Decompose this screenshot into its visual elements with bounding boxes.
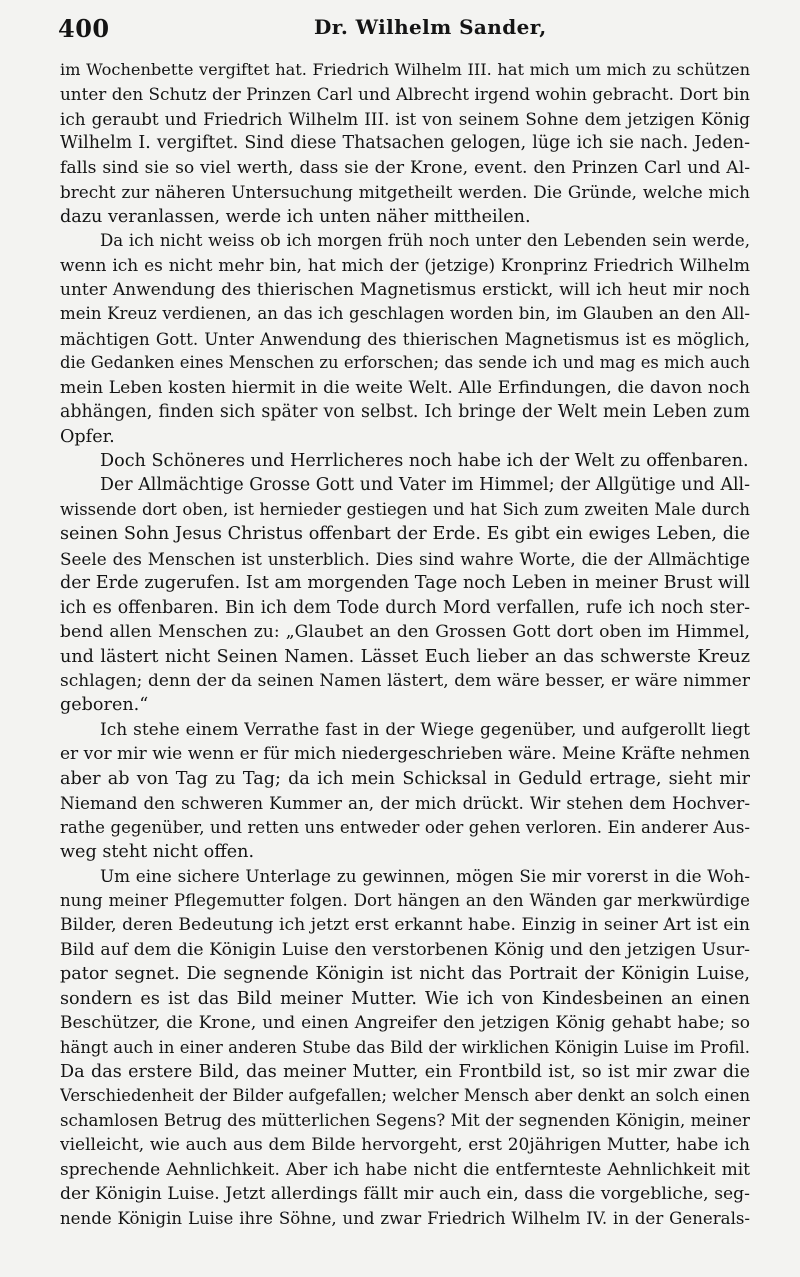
text-line: Bild auf dem die Königin Luise den verstorbenen König und den jetzigen Usur- (60, 939, 750, 960)
text-line: Bilder, deren Bedeutung ich jetzt erst erkannt habe. Einzig in seiner Art ist ein (60, 915, 750, 936)
text-line: sprechende Aehnlichkeit. Aber ich habe nicht die entfernteste Aehnlichkeit mit (60, 1159, 750, 1180)
text-line: schamlosen Betrug des mütterlichen Segens? Mit der segnenden Königin, meiner (60, 1110, 750, 1130)
text-line: Da das erstere Bild, das meiner Mutter, ein Frontbild ist, so ist mir zwar die (60, 1061, 750, 1082)
text-line: pator segnet. Die segnende Königin ist nicht das Portrait der Königin Luise, (60, 964, 750, 985)
text-line: hängt auch in einer anderen Stube das Bild der wirklichen Königin Luise im Profil. (60, 1037, 750, 1057)
text-line: Ich stehe einem Verrathe fast in der Wiege gegenüber, und aufgerollt liegt (100, 719, 750, 740)
text-line: der Königin Luise. Jetzt allerdings fällt mir auch ein, dass die vorgebliche, seg- (60, 1184, 750, 1205)
text-line: Der Allmächtige Grosse Gott und Vater im Himmel; der Allgütige und All- (100, 475, 750, 496)
text-line: im Wochenbette vergiftet hat. Friedrich Wilhelm III. hat mich um mich zu schützen (60, 60, 750, 79)
text-line: die Gedanken eines Menschen zu erforschen; das sende ich und mag es mich auch (60, 353, 750, 373)
text-line: unter den Schutz der Prinzen Carl und Albrecht irgend wohin gebracht. Dort bin (60, 84, 750, 105)
text-line: unter Anwendung des thierischen Magnetismus erstickt, will ich heut mir noch (60, 279, 750, 300)
text-line: abhängen, finden sich später von selbst. Ich bringe der Welt mein Leben zum (60, 402, 750, 423)
text-line: nende Königin Luise ihre Söhne, und zwar Friedrich Wilhelm IV. in der Generals- (60, 1208, 750, 1228)
page-header (58, 14, 758, 44)
text-line: Verschiedenheit der Bilder aufgefallen; welcher Mensch aber denkt an solch einen (60, 1086, 750, 1106)
text-line: aber ab von Tag zu Tag; da ich mein Schicksal in Geduld ertrage, sieht mir (60, 768, 750, 789)
text-line: seinen Sohn Jesus Christus offenbart der Erde. Es gibt ein ewiges Leben, die (60, 524, 750, 545)
text-line: weg steht nicht offen. (60, 842, 255, 862)
text-line: Um eine sichere Unterlage zu gewinnen, mögen Sie mir vorerst in die Woh- (100, 866, 750, 887)
text-line: wissende dort oben, ist hernieder gestiegen und hat Sich zum zweiten Male durch (60, 499, 750, 519)
text-line: dazu veranlassen, werde ich unten näher mittheilen. (60, 206, 531, 227)
text-line: rathe gegenüber, und retten uns entweder oder gehen verloren. Ein anderer Aus- (60, 817, 750, 837)
body-text (60, 58, 750, 1231)
text-line: falls sind sie so viel werth, dass sie der Krone, event. den Prinzen Carl und Al- (60, 157, 750, 178)
text-line: Wilhelm I. vergiftet. Sind diese Thatsachen gelogen, lüge ich sie nach. Jeden- (60, 133, 750, 154)
text-line: Niemand den schweren Kummer an, der mich drückt. Wir stehen dem Hochver- (60, 793, 750, 814)
text-line: geboren.“ (60, 695, 149, 716)
text-line: er vor mir wie wenn er für mich niedergeschrieben wäre. Meine Kräfte nehmen (60, 744, 750, 765)
text-line: ich es offenbaren. Bin ich dem Tode durch Mord verfallen, rufe ich noch ster- (60, 597, 750, 618)
text-line: sondern es ist das Bild meiner Mutter. Wie ich von Kindesbeinen an einen (60, 988, 750, 1009)
text-line: und lästert nicht Seinen Namen. Lässet Euch lieber an das schwerste Kreuz (60, 646, 750, 667)
text-line: schlagen; denn der da seinen Namen lästert, dem wäre besser, er wäre nimmer (60, 670, 750, 691)
text-line: der Erde zugerufen. Ist am morgenden Tage noch Leben in meiner Brust will (60, 573, 750, 594)
text-line: Seele des Menschen ist unsterblich. Dies sind wahre Worte, die der Allmächtige (60, 548, 750, 569)
text-line: vielleicht, wie auch aus dem Bilde hervorgeht, erst 20jährigen Mutter, habe ich (60, 1135, 750, 1156)
text-line: mächtigen Gott. Unter Anwendung des thierischen Magnetismus ist es möglich, (60, 328, 750, 349)
text-line: nung meiner Pflegemutter folgen. Dort hängen an den Wänden gar merkwürdige (60, 890, 750, 910)
text-line: Doch Schöneres und Herrlicheres noch habe ich der Welt zu offenbaren. (100, 451, 749, 471)
text-line: brecht zur näheren Untersuchung mitgetheilt werden. Die Gründe, welche mich (60, 182, 750, 203)
text-line: mein Kreuz verdienen, an das ich geschlagen worden bin, im Glauben an den All- (60, 304, 750, 324)
text-line: bend allen Menschen zu: „Glaubet an den Grossen Gott dort oben im Himmel, (60, 622, 750, 643)
text-line: mein Leben kosten hiermit in die weite Welt. Alle Erfindungen, die davon noch (60, 377, 750, 398)
running-head: Dr. Wilhelm Sander, (314, 15, 547, 39)
text-line: ich geraubt und Friedrich Wilhelm III. ist von seinem Sohne dem jetzigen König (60, 108, 750, 129)
text-line: Da ich nicht weiss ob ich morgen früh noch unter den Lebenden sein werde, (100, 231, 750, 251)
text-line: Opfer. (60, 426, 115, 447)
text-line: Beschützer, die Krone, und einen Angreifer den jetzigen König gehabt habe; so (60, 1013, 750, 1034)
text-line: wenn ich es nicht mehr bin, hat mich der (jetzige) Kronprinz Friedrich Wilhelm (60, 255, 750, 276)
page-number: 400 (58, 14, 110, 43)
